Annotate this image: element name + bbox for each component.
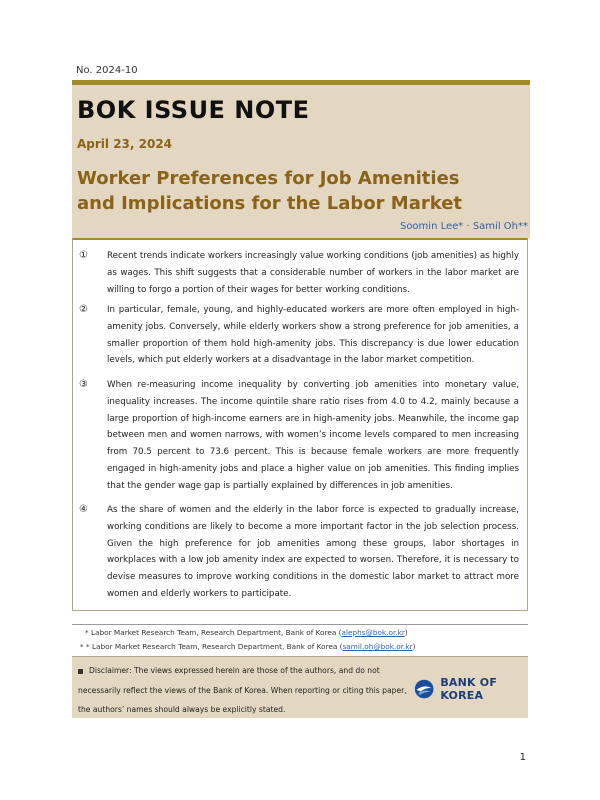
headline-line-2: and Implications for the Labor Market: [77, 193, 463, 214]
bullet-icon: [78, 669, 83, 674]
page-title: BOK ISSUE NOTE: [77, 96, 310, 124]
logo-text: BANK OF KOREA: [440, 676, 498, 702]
summary-text: As the share of women and the elderly in the labor force is expected to gradually increase, working conditions are likely to become a more important factor in the job selection process. Given the high preference for job amenities among these groups, labor shortages in workplaces with a low job amenity index are expected to worsen. Therefore, it is necessary to devise measures to improve working conditions in the domestic labor market to attract more women and elderly workers to participate.: [107, 505, 519, 599]
summary-text: Recent trends indicate workers increasingly value working conditions (job amenities) as highly as wages. This shift suggests that a considerable number of workers in the labor market are willing to forgo a portion of their wages for better working conditions.: [107, 251, 519, 295]
summary-box: [72, 238, 528, 611]
summary-number: ①: [79, 250, 88, 261]
summary-number: ③: [79, 379, 88, 390]
summary-item-1: [79, 248, 519, 298]
disclaimer-box: [72, 656, 528, 718]
footnote-1: * Labor Market Research Team, Research Department, Bank of Korea (alephs@bok.or.kr): [85, 628, 408, 637]
summary-number: ④: [79, 504, 88, 515]
footnote-text: Labor Market Research Team, Research Department, Bank of Korea (: [91, 642, 343, 651]
headline-line-1: Worker Preferences for Job Amenities: [77, 168, 460, 189]
summary-item-3: [79, 377, 519, 495]
summary-number: ②: [79, 304, 88, 315]
bank-emblem-icon: [414, 677, 434, 701]
footnote-2: * * Labor Market Research Team, Research Department, Bank of Korea (samil.oh@bok.or.kr): [80, 642, 416, 651]
summary-item-4: [79, 502, 519, 603]
footnote-text: Labor Market Research Team, Research Department, Bank of Korea (: [90, 628, 342, 637]
footnote-mark: *: [85, 628, 89, 637]
page-number: 1: [519, 752, 526, 763]
summary-text: When re-measuring income inequality by converting job amenities into monetary value, inequality increases. The income quintile share ratio rises from 4.0 to 4.2, mainly because a large proportion of high-income earners are in high-amenity jobs. Meanwhile, the income gap between men and women narrows, with women’s income levels compared to men increasing from 70.5 percent to 73.6 percent. This is because female workers are more frequently engaged in high-amenity jobs and place a higher value on job amenities. This finding implies that the gender wage gap is partially explained by differences in job amenities.: [107, 380, 519, 491]
headline: [77, 166, 517, 216]
footnote-divider: [72, 624, 528, 625]
disclaimer: [78, 661, 418, 720]
bank-of-korea-logo: [414, 676, 528, 702]
issue-number: No. 2024-10: [76, 65, 138, 76]
email-link[interactable]: samil.oh@bok.or.kr: [342, 642, 413, 651]
publication-date: April 23, 2024: [77, 137, 173, 151]
summary-text: In particular, female, young, and highly-educated workers are more often employed in high-amenity jobs. Conversely, while elderly workers show a strong preference for job amenities, a smaller proportion of them hold high-amenity jobs. This discrepancy is due lower education levels, which put elderly workers at a disadvantage in the labor market competition.: [107, 305, 519, 366]
disclaimer-text: Disclaimer: The views expressed herein are those of the authors, and do not necessarily reflect the views of the Bank of Korea. When reporting or citing this paper, the authors’ names should always be explicitly stated.: [78, 666, 407, 714]
authors: Soomin Lee* · Samil Oh**: [399, 221, 528, 232]
email-link[interactable]: alephs@bok.or.kr: [341, 628, 405, 637]
summary-item-2: [79, 302, 519, 369]
footnote-mark: * *: [80, 642, 90, 651]
